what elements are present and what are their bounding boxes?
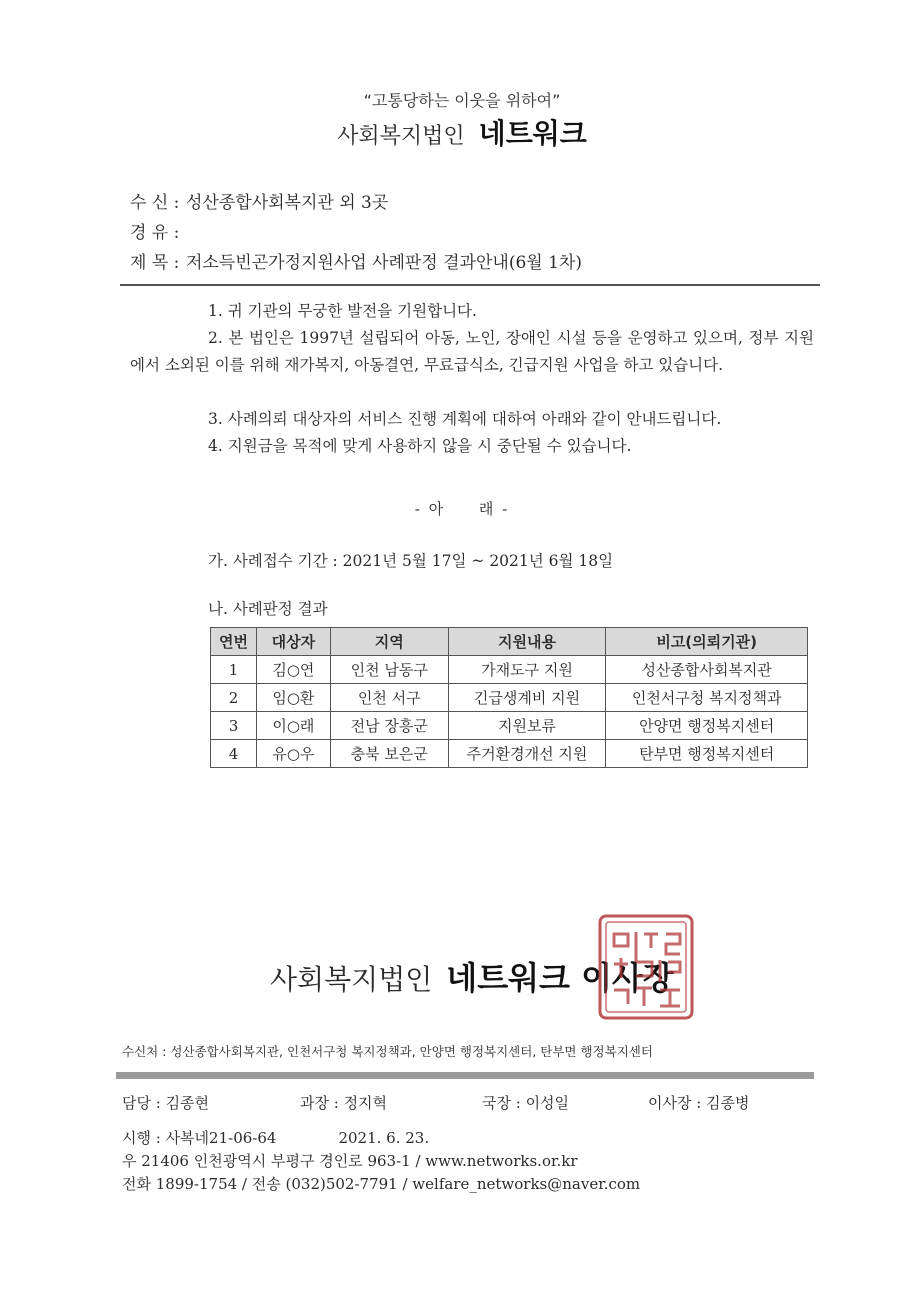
table-header: 지역 <box>330 628 448 656</box>
table-cell: 4 <box>211 740 257 768</box>
result-table <box>210 627 808 768</box>
meta-key: 경 유 : <box>130 223 180 243</box>
staff-director: 국장 : 이성일 <box>482 1094 570 1112</box>
table-cell: 성산종합사회복지관 <box>606 656 808 684</box>
paragraph-3: 3. 사례의뢰 대상자의 서비스 진행 계획에 대하여 아래와 같이 안내드립니다. <box>208 410 722 428</box>
footer-doc-line <box>122 1127 429 1150</box>
table-header-row <box>211 628 808 656</box>
footer-bar <box>116 1072 814 1079</box>
table-cell: 충북 보은군 <box>330 740 448 768</box>
table-row <box>211 740 808 768</box>
table-cell: 지원보류 <box>448 712 606 740</box>
table-row <box>211 656 808 684</box>
page-header <box>0 112 924 152</box>
table-header: 비고(의뢰기관) <box>606 628 808 656</box>
meta-via <box>130 218 186 243</box>
table-cell: 2 <box>211 684 257 712</box>
section-b: 나. 사례판정 결과 <box>208 600 328 618</box>
table-cell: 긴급생계비 지원 <box>448 684 606 712</box>
org-name: 네트워크 <box>478 117 587 150</box>
table-cell: 인천 서구 <box>330 684 448 712</box>
paragraph-1: 1. 귀 기관의 무궁한 발전을 기원합니다. <box>208 302 477 320</box>
table-cell: 임○환 <box>256 684 330 712</box>
below-heading: - 아 래 - <box>414 500 510 518</box>
table-header: 지원내용 <box>448 628 606 656</box>
meta-recipient <box>130 188 388 213</box>
paragraph-2: 2. 본 법인은 1997년 설립되어 아동, 노인, 장애인 시설 등을 운영하고 있으며, 정부 지원에서 소외된 이를 위해 재가복지, 아동결연, 무료급식소, 긴급지원 사업을 하고 있습니다. <box>130 329 814 374</box>
table-cell: 유○우 <box>256 740 330 768</box>
footer-address: 우 21406 인천광역시 부평구 경인로 963-1 / www.networks.or.kr <box>122 1152 578 1170</box>
motto: “고통당하는 이웃을 위하여” <box>363 91 561 110</box>
table-cell: 3 <box>211 712 257 740</box>
section-a: 가. 사례접수 기간 : 2021년 5월 17일 ~ 2021년 6월 18일 <box>208 552 614 570</box>
meta-value: 저소득빈곤가정지원사업 사례판정 결과안내(6월 1차) <box>186 253 582 273</box>
staff-section-chief: 과장 : 정지혁 <box>300 1094 388 1112</box>
official-seal-icon <box>596 912 696 1022</box>
org-prefix: 사회복지법인 <box>337 124 465 149</box>
table-cell: 탄부면 행정복지센터 <box>606 740 808 768</box>
table-cell: 이○래 <box>256 712 330 740</box>
signature-prefix: 사회복지법인 <box>270 963 433 996</box>
table-header: 연번 <box>211 628 257 656</box>
table-cell: 인천 남동구 <box>330 656 448 684</box>
doc-date: 2021. 6. 23. <box>338 1129 430 1147</box>
divider <box>120 284 820 286</box>
meta-key: 수 신 : <box>130 193 180 213</box>
meta-key: 제 목 : <box>130 253 180 273</box>
staff-in-charge: 담당 : 김종현 <box>122 1094 210 1112</box>
table-cell: 주거환경개선 지원 <box>448 740 606 768</box>
footer-contact: 전화 1899-1754 / 전송 (032)502-7791 / welfare_networks@naver.com <box>122 1175 641 1193</box>
table-cell: 김○연 <box>256 656 330 684</box>
table-cell: 전남 장흥군 <box>330 712 448 740</box>
meta-subject <box>130 248 582 273</box>
paragraph-4: 4. 지원금을 목적에 맞게 사용하지 않을 시 중단될 수 있습니다. <box>208 437 632 455</box>
table-row <box>211 712 808 740</box>
table-cell: 가재도구 지원 <box>448 656 606 684</box>
table-cell: 인천서구청 복지정책과 <box>606 684 808 712</box>
table-header: 대상자 <box>256 628 330 656</box>
meta-value: 성산종합사회복지관 외 3곳 <box>186 193 389 213</box>
signature-name: 네트워크 이사장 <box>446 959 674 997</box>
table-cell: 1 <box>211 656 257 684</box>
table-row <box>211 684 808 712</box>
doc-number: 시행 : 사복네21-06-64 <box>122 1129 277 1147</box>
table-cell: 안양면 행정복지센터 <box>606 712 808 740</box>
staff-chairman: 이사장 : 김종병 <box>648 1094 750 1112</box>
recipient-list: 수신처 : 성산종합사회복지관, 인천서구청 복지정책과, 안양면 행정복지센터, 탄부면 행정복지센터 <box>122 1044 653 1059</box>
